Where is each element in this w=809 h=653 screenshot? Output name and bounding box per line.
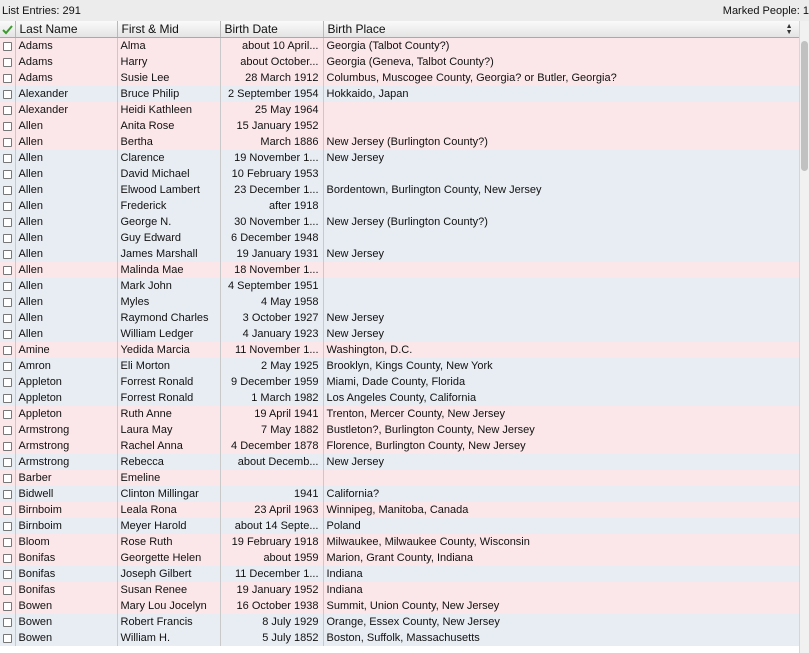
first-mid-cell: Joseph Gilbert xyxy=(117,566,220,582)
first-mid-cell: Raymond Charles xyxy=(117,310,220,326)
mark-checkbox-cell[interactable] xyxy=(0,54,15,70)
first-mid-cell: Bruce Philip xyxy=(117,86,220,102)
birth-place-cell: Washington, D.C. xyxy=(323,342,799,358)
table-row[interactable] xyxy=(0,214,799,230)
table-row[interactable] xyxy=(0,70,799,86)
table-row[interactable] xyxy=(0,38,799,55)
list-entries-count: List Entries: 291 xyxy=(2,5,81,17)
mark-checkbox-cell[interactable] xyxy=(0,406,15,422)
table-row[interactable] xyxy=(0,342,799,358)
table-row[interactable] xyxy=(0,278,799,294)
mark-checkbox[interactable] xyxy=(3,586,12,595)
first-mid-cell: Bertha xyxy=(117,134,220,150)
last-name-cell: Bonifas xyxy=(15,582,117,598)
mark-checkbox[interactable] xyxy=(3,330,12,339)
mark-checkbox-cell[interactable] xyxy=(0,246,15,262)
last-name-cell: Bowen xyxy=(15,630,117,646)
birth-place-cell: California? xyxy=(323,486,799,502)
birth-date-cell: 19 November 1... xyxy=(220,150,323,166)
last-name-cell: Allen xyxy=(15,150,117,166)
mark-checkbox-cell[interactable] xyxy=(0,118,15,134)
birth-date-cell: 30 November 1... xyxy=(220,214,323,230)
birth-place-cell xyxy=(323,118,799,134)
first-mid-cell: Myles xyxy=(117,294,220,310)
people-table xyxy=(0,21,800,646)
mark-checkbox[interactable] xyxy=(3,298,12,307)
birth-place-cell: Marion, Grant County, Indiana xyxy=(323,550,799,566)
mark-checkbox[interactable] xyxy=(3,538,12,547)
birth-date-cell: 1 March 1982 xyxy=(220,390,323,406)
mark-checkbox[interactable] xyxy=(3,58,12,67)
last-name-cell: Appleton xyxy=(15,390,117,406)
birth-place-cell: New Jersey xyxy=(323,246,799,262)
birth-place-cell: Bustleton?, Burlington County, New Jersey xyxy=(323,422,799,438)
mark-checkbox[interactable] xyxy=(3,314,12,323)
table-header-row xyxy=(0,21,799,38)
last-name-cell: Appleton xyxy=(15,406,117,422)
last-name-cell: Bonifas xyxy=(15,550,117,566)
last-name-cell: Armstrong xyxy=(15,422,117,438)
mark-checkbox[interactable] xyxy=(3,362,12,371)
birth-place-cell: Columbus, Muscogee County, Georgia? or Butler, Georgia? xyxy=(323,70,799,86)
mark-checkbox-cell[interactable] xyxy=(0,166,15,182)
birth-date-cell: 5 July 1852 xyxy=(220,630,323,646)
birth-date-cell: 23 December 1... xyxy=(220,182,323,198)
mark-checkbox-cell[interactable] xyxy=(0,230,15,246)
birth-place-cell: Florence, Burlington County, New Jersey xyxy=(323,438,799,454)
mark-checkbox-cell[interactable] xyxy=(0,566,15,582)
birth-place-cell: Georgia (Geneva, Talbot County?) xyxy=(323,54,799,70)
mark-checkbox-cell[interactable] xyxy=(0,598,15,614)
table-row[interactable] xyxy=(0,614,799,630)
table-row[interactable] xyxy=(0,470,799,486)
birth-place-cell xyxy=(323,102,799,118)
mark-checkbox[interactable] xyxy=(3,42,12,51)
mark-checkbox-cell[interactable] xyxy=(0,262,15,278)
mark-checkbox-cell[interactable] xyxy=(0,550,15,566)
birth-date-cell: 10 February 1953 xyxy=(220,166,323,182)
first-mid-cell: Clinton Millingar xyxy=(117,486,220,502)
last-name-cell: Armstrong xyxy=(15,438,117,454)
birth-place-cell: Indiana xyxy=(323,566,799,582)
last-name-cell: Appleton xyxy=(15,374,117,390)
first-mid-cell: Alma xyxy=(117,38,220,55)
mark-checkbox-cell[interactable] xyxy=(0,470,15,486)
first-mid-cell: Meyer Harold xyxy=(117,518,220,534)
mark-checkbox-cell[interactable] xyxy=(0,198,15,214)
mark-checkbox[interactable] xyxy=(3,346,12,355)
birth-place-cell xyxy=(323,262,799,278)
first-mid-cell: Georgette Helen xyxy=(117,550,220,566)
mark-checkbox-cell[interactable] xyxy=(0,86,15,102)
last-name-cell: Allen xyxy=(15,294,117,310)
mark-checkbox-cell[interactable] xyxy=(0,502,15,518)
birth-place-cell: Georgia (Talbot County?) xyxy=(323,38,799,55)
first-mid-cell: Susie Lee xyxy=(117,70,220,86)
first-mid-cell: Ruth Anne xyxy=(117,406,220,422)
mark-checkbox-cell[interactable] xyxy=(0,422,15,438)
mark-checkbox-cell[interactable] xyxy=(0,182,15,198)
mark-checkbox[interactable] xyxy=(3,74,12,83)
last-name-cell: Bloom xyxy=(15,534,117,550)
mark-checkbox-cell[interactable] xyxy=(0,278,15,294)
mark-checkbox-cell[interactable] xyxy=(0,326,15,342)
last-name-cell: Allen xyxy=(15,134,117,150)
last-name-cell: Allen xyxy=(15,166,117,182)
table-row[interactable] xyxy=(0,54,799,70)
last-name-cell: Allen xyxy=(15,246,117,262)
birth-date-cell: about Decemb... xyxy=(220,454,323,470)
mark-checkbox-cell[interactable] xyxy=(0,454,15,470)
mark-checkbox-cell[interactable] xyxy=(0,582,15,598)
last-name-cell: Allen xyxy=(15,198,117,214)
birth-date-cell: 2 May 1925 xyxy=(220,358,323,374)
table-row[interactable] xyxy=(0,230,799,246)
birth-date-cell: 19 April 1941 xyxy=(220,406,323,422)
mark-checkbox[interactable] xyxy=(3,250,12,259)
birth-place-cell: New Jersey xyxy=(323,150,799,166)
mark-checkbox[interactable] xyxy=(3,554,12,563)
mark-checkbox-cell[interactable] xyxy=(0,390,15,406)
mark-checkbox[interactable] xyxy=(3,218,12,227)
birth-place-cell: Indiana xyxy=(323,582,799,598)
first-mid-cell: Robert Francis xyxy=(117,614,220,630)
birth-place-cell: New Jersey xyxy=(323,310,799,326)
last-name-cell: Alexander xyxy=(15,86,117,102)
table-row[interactable] xyxy=(0,582,799,598)
last-name-cell: Adams xyxy=(15,38,117,55)
list-info-bar xyxy=(0,0,809,22)
birth-date-cell: 19 January 1931 xyxy=(220,246,323,262)
last-name-cell: Allen xyxy=(15,118,117,134)
first-mid-cell: Mary Lou Jocelyn xyxy=(117,598,220,614)
table-row[interactable] xyxy=(0,166,799,182)
birth-date-cell: 7 May 1882 xyxy=(220,422,323,438)
mark-checkbox[interactable] xyxy=(3,426,12,435)
first-mid-cell: Heidi Kathleen xyxy=(117,102,220,118)
first-mid-cell: Rose Ruth xyxy=(117,534,220,550)
first-mid-cell: Eli Morton xyxy=(117,358,220,374)
birth-date-cell: about 10 April... xyxy=(220,38,323,55)
table-row[interactable] xyxy=(0,518,799,534)
first-mid-cell: Harry xyxy=(117,54,220,70)
birth-place-cell: Summit, Union County, New Jersey xyxy=(323,598,799,614)
birth-place-cell: Milwaukee, Milwaukee County, Wisconsin xyxy=(323,534,799,550)
mark-checkbox[interactable] xyxy=(3,522,12,531)
first-mid-cell: Guy Edward xyxy=(117,230,220,246)
birth-place-cell: New Jersey xyxy=(323,454,799,470)
birth-date-cell: 19 January 1952 xyxy=(220,582,323,598)
first-mid-cell: Clarence xyxy=(117,150,220,166)
birth-date-cell: 4 May 1958 xyxy=(220,294,323,310)
birth-place-cell: Poland xyxy=(323,518,799,534)
mark-checkbox[interactable] xyxy=(3,602,12,611)
mark-checkbox-cell[interactable] xyxy=(0,214,15,230)
birth-place-cell: New Jersey (Burlington County?) xyxy=(323,214,799,230)
table-row[interactable] xyxy=(0,150,799,166)
sort-arrows-icon: ▲ ▼ xyxy=(785,23,793,36)
first-mid-cell: Yedida Marcia xyxy=(117,342,220,358)
birth-date-cell: about October... xyxy=(220,54,323,70)
birth-place-cell: Los Angeles County, California xyxy=(323,390,799,406)
mark-checkbox[interactable] xyxy=(3,138,12,147)
last-name-cell: Alexander xyxy=(15,102,117,118)
birth-place-cell xyxy=(323,470,799,486)
mark-column-header[interactable] xyxy=(0,21,15,38)
birth-place-cell: Miami, Dade County, Florida xyxy=(323,374,799,390)
table-row[interactable] xyxy=(0,358,799,374)
mark-checkbox[interactable] xyxy=(3,106,12,115)
birth-date-cell: 25 May 1964 xyxy=(220,102,323,118)
mark-checkbox-cell[interactable] xyxy=(0,70,15,86)
last-name-cell: Bowen xyxy=(15,598,117,614)
table-row[interactable] xyxy=(0,294,799,310)
mark-checkbox[interactable] xyxy=(3,282,12,291)
last-name-cell: Birnboim xyxy=(15,502,117,518)
first-mid-cell: Emeline xyxy=(117,470,220,486)
table-row[interactable] xyxy=(0,502,799,518)
first-mid-column-header[interactable]: First & Mid xyxy=(117,21,220,38)
vertical-scrollbar[interactable] xyxy=(799,21,809,653)
table-row[interactable] xyxy=(0,102,799,118)
birth-place-cell: Bordentown, Burlington County, New Jersey xyxy=(323,182,799,198)
birth-date-cell: 1941 xyxy=(220,486,323,502)
last-name-cell: Allen xyxy=(15,310,117,326)
birth-date-cell: 4 January 1923 xyxy=(220,326,323,342)
scrollbar-thumb[interactable] xyxy=(801,41,808,171)
first-mid-cell: Anita Rose xyxy=(117,118,220,134)
mark-checkbox-cell[interactable] xyxy=(0,134,15,150)
mark-checkbox[interactable] xyxy=(3,634,12,643)
birth-place-header-label: Birth Place xyxy=(327,22,386,36)
birth-date-cell: March 1886 xyxy=(220,134,323,150)
first-mid-cell: Elwood Lambert xyxy=(117,182,220,198)
birth-date-cell: 3 October 1927 xyxy=(220,310,323,326)
mark-checkbox-cell[interactable] xyxy=(0,486,15,502)
table-row[interactable] xyxy=(0,486,799,502)
mark-checkbox[interactable] xyxy=(3,90,12,99)
birth-date-cell: about 14 Septe... xyxy=(220,518,323,534)
first-mid-cell: Susan Renee xyxy=(117,582,220,598)
mark-checkbox-cell[interactable] xyxy=(0,102,15,118)
last-name-cell: Allen xyxy=(15,214,117,230)
table-row[interactable] xyxy=(0,438,799,454)
birth-place-cell: Hokkaido, Japan xyxy=(323,86,799,102)
birth-place-cell: Orange, Essex County, New Jersey xyxy=(323,614,799,630)
last-name-cell: Bidwell xyxy=(15,486,117,502)
birth-date-cell: 11 November 1... xyxy=(220,342,323,358)
mark-checkbox-cell[interactable] xyxy=(0,358,15,374)
mark-checkbox[interactable] xyxy=(3,490,12,499)
table-row[interactable] xyxy=(0,422,799,438)
mark-checkbox[interactable] xyxy=(3,378,12,387)
first-mid-cell: David Michael xyxy=(117,166,220,182)
first-mid-cell: Forrest Ronald xyxy=(117,390,220,406)
birth-date-cell xyxy=(220,470,323,486)
marked-people-count: Marked People: 1 xyxy=(722,5,809,17)
birth-place-column-header[interactable] xyxy=(323,21,799,38)
table-row[interactable] xyxy=(0,390,799,406)
first-mid-cell: George N. xyxy=(117,214,220,230)
table-row[interactable] xyxy=(0,406,799,422)
table-row[interactable] xyxy=(0,598,799,614)
last-name-cell: Allen xyxy=(15,262,117,278)
mark-checkbox[interactable] xyxy=(3,266,12,275)
table-row[interactable] xyxy=(0,566,799,582)
birth-date-cell: 4 December 1878 xyxy=(220,438,323,454)
birth-place-cell: New Jersey (Burlington County?) xyxy=(323,134,799,150)
first-mid-cell: James Marshall xyxy=(117,246,220,262)
mark-checkbox[interactable] xyxy=(3,442,12,451)
birth-date-cell: 18 November 1... xyxy=(220,262,323,278)
first-mid-cell: Laura May xyxy=(117,422,220,438)
birth-date-cell: 8 July 1929 xyxy=(220,614,323,630)
mark-checkbox[interactable] xyxy=(3,170,12,179)
birth-date-cell: 4 September 1951 xyxy=(220,278,323,294)
birth-date-cell: 2 September 1954 xyxy=(220,86,323,102)
last-name-cell: Allen xyxy=(15,326,117,342)
table-row[interactable] xyxy=(0,86,799,102)
last-name-cell: Bonifas xyxy=(15,566,117,582)
birth-date-cell: 19 February 1918 xyxy=(220,534,323,550)
table-row[interactable] xyxy=(0,310,799,326)
mark-checkbox[interactable] xyxy=(3,474,12,483)
table-row[interactable] xyxy=(0,246,799,262)
birth-date-cell: about 1959 xyxy=(220,550,323,566)
table-row[interactable] xyxy=(0,454,799,470)
birth-place-cell xyxy=(323,166,799,182)
people-list[interactable] xyxy=(0,21,809,653)
birth-date-cell: after 1918 xyxy=(220,198,323,214)
mark-checkbox-cell[interactable] xyxy=(0,534,15,550)
first-mid-cell: William Ledger xyxy=(117,326,220,342)
last-name-cell: Birnboim xyxy=(15,518,117,534)
last-name-column-header[interactable]: Last Name xyxy=(15,21,117,38)
last-name-cell: Adams xyxy=(15,70,117,86)
table-row[interactable] xyxy=(0,550,799,566)
first-mid-cell: Rachel Anna xyxy=(117,438,220,454)
birth-place-cell xyxy=(323,278,799,294)
birth-date-cell: 15 January 1952 xyxy=(220,118,323,134)
first-mid-cell: Frederick xyxy=(117,198,220,214)
mark-checkbox[interactable] xyxy=(3,394,12,403)
first-mid-cell: Rebecca xyxy=(117,454,220,470)
mark-checkbox[interactable] xyxy=(3,234,12,243)
mark-checkbox-cell[interactable] xyxy=(0,294,15,310)
birth-place-cell xyxy=(323,294,799,310)
last-name-cell: Allen xyxy=(15,182,117,198)
first-mid-cell: Malinda Mae xyxy=(117,262,220,278)
mark-checkbox[interactable] xyxy=(3,202,12,211)
birth-date-cell: 16 October 1938 xyxy=(220,598,323,614)
mark-checkbox-cell[interactable] xyxy=(0,630,15,646)
last-name-cell: Amron xyxy=(15,358,117,374)
last-name-cell: Bowen xyxy=(15,614,117,630)
mark-checkbox[interactable] xyxy=(3,506,12,515)
first-mid-cell: William H. xyxy=(117,630,220,646)
birth-date-cell: 9 December 1959 xyxy=(220,374,323,390)
table-row[interactable] xyxy=(0,134,799,150)
mark-checkbox[interactable] xyxy=(3,122,12,131)
table-row[interactable] xyxy=(0,118,799,134)
first-mid-cell: Leala Rona xyxy=(117,502,220,518)
last-name-cell: Armstrong xyxy=(15,454,117,470)
birth-place-cell: New Jersey xyxy=(323,326,799,342)
table-row[interactable] xyxy=(0,534,799,550)
birth-date-cell: 6 December 1948 xyxy=(220,230,323,246)
birth-place-cell xyxy=(323,198,799,214)
mark-checkbox[interactable] xyxy=(3,618,12,627)
mark-checkbox[interactable] xyxy=(3,154,12,163)
table-row[interactable] xyxy=(0,326,799,342)
mark-checkbox-cell[interactable] xyxy=(0,518,15,534)
birth-place-cell: Trenton, Mercer County, New Jersey xyxy=(323,406,799,422)
last-name-cell: Barber xyxy=(15,470,117,486)
table-row[interactable] xyxy=(0,262,799,278)
birth-date-cell: 23 April 1963 xyxy=(220,502,323,518)
birth-place-cell xyxy=(323,230,799,246)
mark-checkbox-cell[interactable] xyxy=(0,38,15,55)
first-mid-cell: Forrest Ronald xyxy=(117,374,220,390)
mark-checkbox[interactable] xyxy=(3,410,12,419)
mark-checkbox[interactable] xyxy=(3,186,12,195)
last-name-cell: Amine xyxy=(15,342,117,358)
mark-checkbox-cell[interactable] xyxy=(0,438,15,454)
birth-place-cell: Brooklyn, Kings County, New York xyxy=(323,358,799,374)
table-row[interactable] xyxy=(0,198,799,214)
mark-checkbox-cell[interactable] xyxy=(0,150,15,166)
birth-date-column-header[interactable]: Birth Date xyxy=(220,21,323,38)
mark-checkbox[interactable] xyxy=(3,458,12,467)
mark-checkbox-cell[interactable] xyxy=(0,614,15,630)
table-row[interactable] xyxy=(0,182,799,198)
first-mid-cell: Mark John xyxy=(117,278,220,294)
table-row[interactable] xyxy=(0,374,799,390)
mark-checkbox-cell[interactable] xyxy=(0,342,15,358)
birth-place-cell: Boston, Suffolk, Massachusetts xyxy=(323,630,799,646)
checkmark-icon xyxy=(2,25,13,35)
birth-date-cell: 28 March 1912 xyxy=(220,70,323,86)
last-name-cell: Adams xyxy=(15,54,117,70)
last-name-cell: Allen xyxy=(15,278,117,294)
birth-date-cell: 11 December 1... xyxy=(220,566,323,582)
table-row[interactable] xyxy=(0,630,799,646)
mark-checkbox-cell[interactable] xyxy=(0,310,15,326)
last-name-cell: Allen xyxy=(15,230,117,246)
mark-checkbox[interactable] xyxy=(3,570,12,579)
birth-place-cell: Winnipeg, Manitoba, Canada xyxy=(323,502,799,518)
mark-checkbox-cell[interactable] xyxy=(0,374,15,390)
